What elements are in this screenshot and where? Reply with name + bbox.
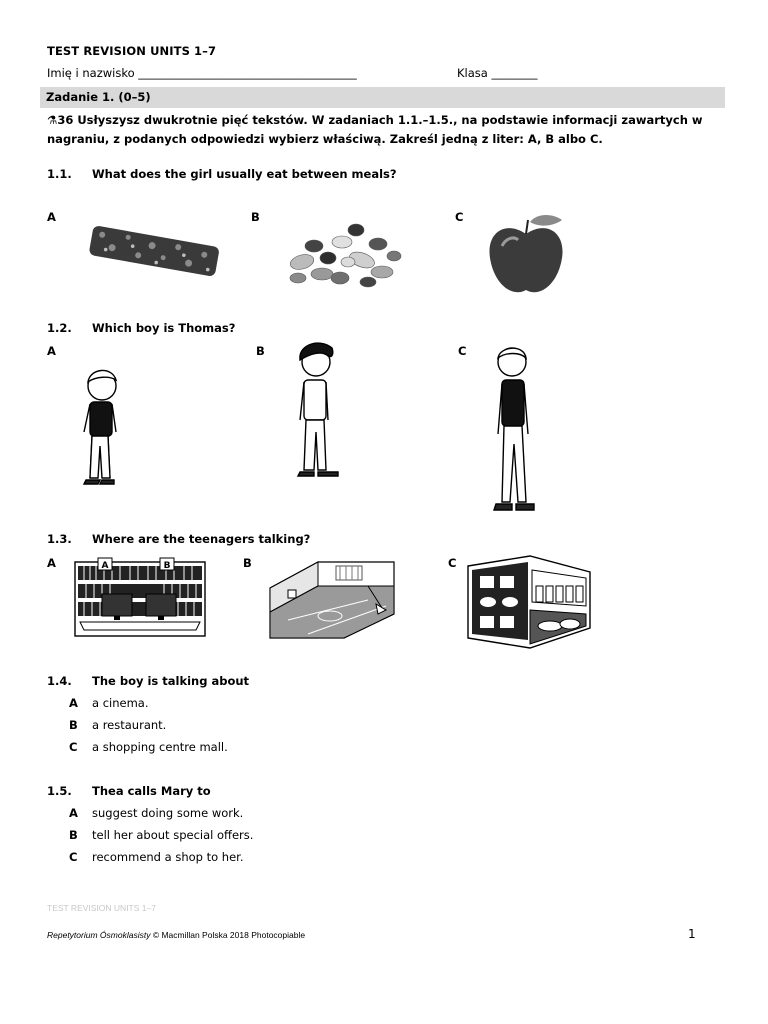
track-number: 36	[57, 113, 74, 127]
cd-icon: ⚗	[47, 113, 58, 127]
option-letter: A	[69, 696, 78, 710]
option-letter: A	[47, 556, 56, 570]
question-number: 1.4.	[47, 674, 72, 688]
tall-boy-image	[484, 344, 542, 516]
question-text: What does the girl usually eat between meals?	[92, 167, 397, 181]
class-field-line: Klasa ________	[457, 66, 538, 80]
cereal-bar-image	[84, 222, 224, 282]
option-letter: A	[69, 806, 78, 820]
question-number: 1.5.	[47, 784, 72, 798]
copyright-text: © Macmillan Polska 2018 Photocopiable	[150, 930, 306, 940]
option-letter: A	[47, 210, 56, 224]
question-number: 1.2.	[47, 321, 72, 335]
page-number: 1	[688, 927, 696, 941]
question-text: Where are the teenagers talking?	[92, 532, 311, 546]
option-text: a restaurant.	[92, 718, 167, 732]
option-text: a cinema.	[92, 696, 149, 710]
food-shop-image	[466, 556, 592, 650]
short-boy-image	[76, 366, 126, 490]
boy-dark-hair-image	[292, 340, 346, 480]
name-field-line: Imię i nazwisko ______________________________________	[47, 66, 357, 80]
option-letter: C	[448, 556, 457, 570]
question-number: 1.1.	[47, 167, 72, 181]
option-letter: C	[69, 740, 78, 754]
option-text: recommend a shop to her.	[92, 850, 244, 864]
option-letter: B	[69, 718, 78, 732]
question-number: 1.3.	[47, 532, 72, 546]
question-text: Thea calls Mary to	[92, 784, 211, 798]
option-text: tell her about special offers.	[92, 828, 254, 842]
apple-image	[486, 212, 566, 298]
option-letter: C	[69, 850, 78, 864]
option-letter: B	[251, 210, 260, 224]
question-text: Which boy is Thomas?	[92, 321, 236, 335]
option-letter: B	[256, 344, 265, 358]
question-text: The boy is talking about	[92, 674, 250, 688]
option-letter: A	[47, 344, 56, 358]
page-title: TEST REVISION UNITS 1–7	[47, 44, 217, 58]
task-instruction	[47, 111, 707, 149]
option-text: a shopping centre mall.	[92, 740, 228, 754]
option-letter: B	[243, 556, 252, 570]
option-letter: C	[458, 344, 467, 358]
option-letter: C	[455, 210, 464, 224]
instruction-text: Usłyszysz dwukrotnie pięć tekstów. W zadaniach 1.1.–1.5., na podstawie informacji zawartych w nagraniu, z podanych odpowiedzi wybierz właściwą. Zakreśl jedną z liter: A, B albo C.	[47, 113, 703, 146]
footer-running-title: TEST REVISION UNITS 1–7	[47, 903, 156, 913]
task-title: Zadanie 1. (0–5)	[46, 90, 151, 104]
book-title: Repetytorium Ósmoklasisty	[47, 930, 151, 940]
sports-hall-image	[268, 560, 396, 640]
footer-copyright	[47, 930, 305, 940]
option-letter: B	[69, 828, 78, 842]
shelf-label-b: B	[163, 561, 171, 571]
shelf-label-a: A	[101, 561, 109, 571]
nuts-and-raisins-image	[282, 212, 406, 292]
library-image	[74, 558, 206, 638]
option-text: suggest doing some work.	[92, 806, 244, 820]
